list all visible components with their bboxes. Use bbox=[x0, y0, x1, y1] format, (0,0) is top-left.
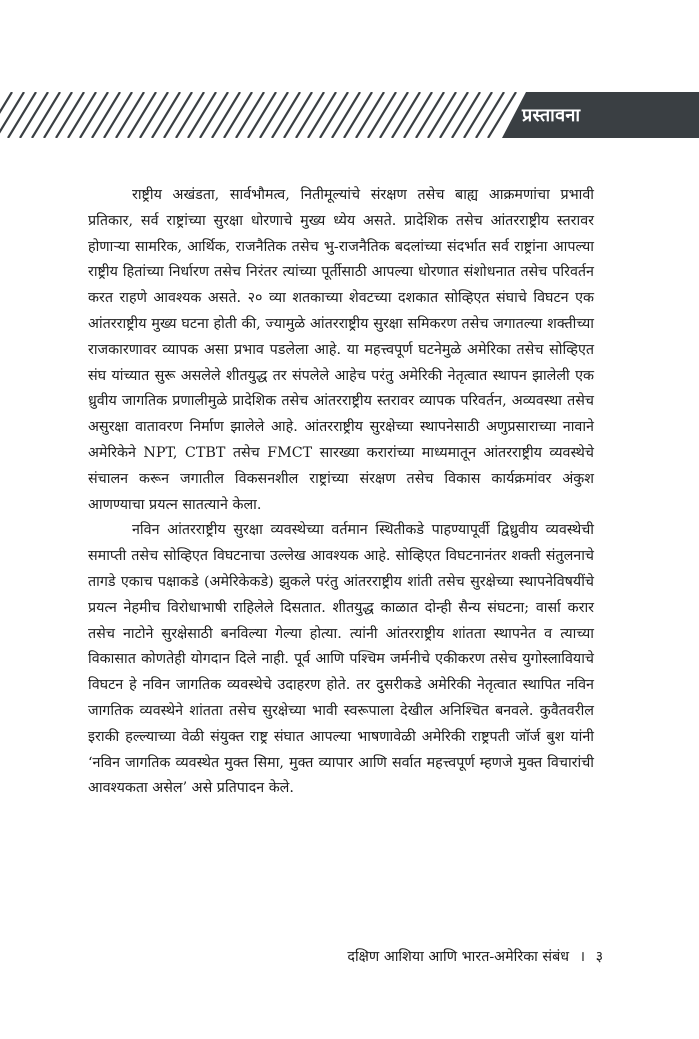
page-number: ३ bbox=[595, 949, 603, 965]
header-band bbox=[0, 92, 699, 138]
paragraph: नविन आंतरराष्ट्रीय सुरक्षा व्यवस्थेच्या वर्तमान स्थितीकडे पाहण्यापूर्वी द्विध्रुवीय व्यवस्थेची समाप्ती तसेच सोव्हिएत विघटनाचा उल्लेख आवश्यक आहे. सोव्हिएत विघटनानंतर शक्ती संतुलनाचे तागडे एकाच पक्षाकडे (अमेरिकेकडे) झुकले परंतु आंतरराष्ट्रीय शांती तसेच सुरक्षेच्या स्थापनेविषयींचे प्रयत्न नेहमीच विरोधाभाषी राहिलेले दिसतात. शीतयुद्ध काळात दोन्ही सैन्य संघटना; वार्सा करार तसेच नाटोने सुरक्षेसाठी बनविल्या गेल्या होत्या. त्यांनी आंतरराष्ट्रीय शांतता स्थापनेत व त्याच्या विकासात कोणतेही योगदान दिले नाही. पूर्व आणि पश्चिम जर्मनीचे एकीकरण तसेच युगोस्लावियाचे विघटन हे नविन जागतिक व्यवस्थेचे उदाहरण होते. तर दुसरीकडे अमेरिकी नेतृत्वात स्थापित नविन जागतिक व्यवस्थेने शांतता तसेच सुरक्षेच्या भावी स्वरूपाला देखील अनिश्चित बनवले. कुवैतवरील इराकी हल्ल्याच्या वेळी संयुक्त राष्ट्र संघात आपल्या भाषणावेळी अमेरिकी राष्ट्रपती जॉर्ज बुश यांनी ‘नविन जागतिक व्यवस्थेत मुक्त सिमा, मुक्त व्यापार आणि सर्वात महत्त्वपूर्ण म्हणजे मुक्त विचारांची आवश्यकता असेल’ असे प्रतिपादन केले. bbox=[88, 522, 594, 797]
hatched-header-decoration bbox=[0, 92, 699, 138]
running-title: दक्षिण आशिया आणि भारत-अमेरिका संबंध bbox=[347, 949, 570, 965]
page-footer bbox=[347, 946, 603, 968]
footer-separator: । bbox=[579, 949, 586, 965]
paragraph: राष्ट्रीय अखंडता, सार्वभौमत्व, नितीमूल्यांचे संरक्षण तसेच बाह्य आक्रमणांचा प्रभावी प्रतिकार, सर्व राष्ट्रांच्या सुरक्षा धोरणाचे मुख्य ध्येय असते. प्रादेशिक तसेच आंतरराष्ट्रीय स्तरावर होणाऱ्या सामरिक, आर्थिक, राजनैतिक तसेच भु-राजनैतिक बदलांच्या संदर्भात सर्व राष्ट्रांना आपल्या राष्ट्रीय हितांच्या निर्धारण तसेच निरंतर त्यांच्या पूर्तीसाठी आपल्या धोरणात संशोधनात तसेच परिवर्तन करत राहणे आवश्यक असते. २० व्या शतकाच्या शेवटच्या दशकात सोव्हिएत संघाचे विघटन एक आंतरराष्ट्रीय मुख्य घटना होती की, ज्यामुळे आंतरराष्ट्रीय सुरक्षा समिकरण तसेच जगातल्या शक्तीच्या राजकारणावर व्यापक असा प्रभाव पडलेला आहे. या महत्त्वपूर्ण घटनेमुळे अमेरिका तसेच सोव्हिएत संघ यांच्यात सुरू असलेले शीतयुद्ध तर संपलेले आहेच परंतु अमेरिकी नेतृत्वात स्थापन झालेली एक ध्रुवीय जागतिक प्रणालीमुळे प्रादेशिक तसेच आंतरराष्ट्रीय स्तरावर व्यापक परिवर्तन, अव्यवस्था तसेच असुरक्षा वातावरण निर्माण झालेले आहे. आंतरराष्ट्रीय सुरक्षेच्या स्थापनेसाठी अणुप्रसाराच्या नावाने अमेरिकेने NPT, CTBT तसेच FMCT सारख्या करारांच्या माध्यमातून आंतरराष्ट्रीय व्यवस्थेचे संचालन करून जगातील विकसनशील राष्ट्रांच्या संरक्षण तसेच विकास कार्यक्रमांवर अंकुश आणण्याचा प्रयत्न सातत्याने केला. bbox=[88, 187, 594, 513]
section-title: प्रस्तावना bbox=[522, 105, 581, 126]
body-text bbox=[88, 183, 594, 802]
